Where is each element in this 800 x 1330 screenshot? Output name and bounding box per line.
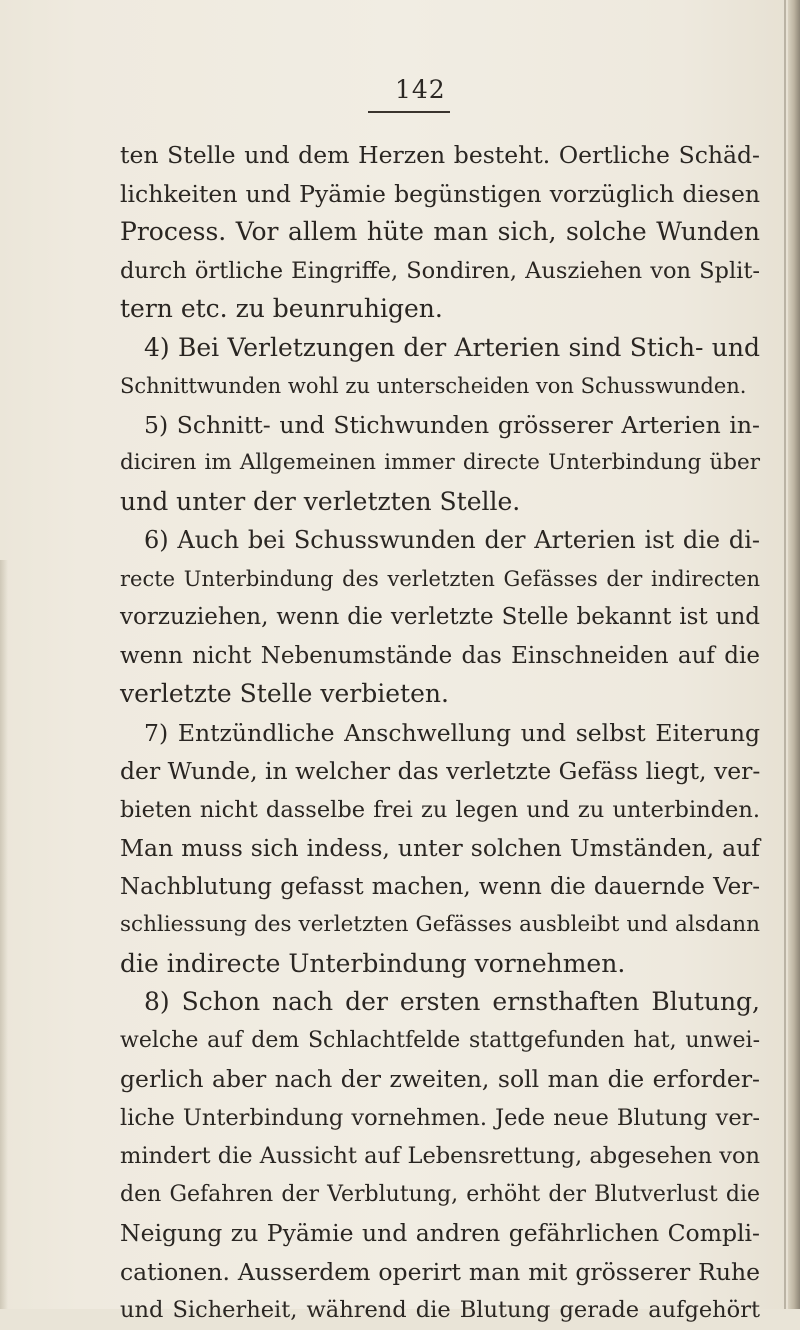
text-line: und unter der verletzten Stelle.	[120, 486, 521, 516]
text-line: Nachblutung gefasst machen, wenn die dauernde Ver-	[120, 873, 760, 900]
text-line: und Sicherheit, während die Blutung gerade aufgehört	[120, 1297, 760, 1323]
text-line: 5) Schnitt- und Stichwunden grösserer Arterien in-	[144, 410, 760, 439]
book-binding-edge	[788, 0, 800, 1309]
text-line: vorzuziehen, wenn die verletzte Stelle bekannt ist und	[120, 604, 760, 630]
text-line: recte Unterbindung des verletzten Gefässes der indirecten	[120, 566, 760, 591]
text-line: lichkeiten und Pyämie begünstigen vorzüglich diesen	[120, 179, 760, 208]
text-line: Schnittwunden wohl zu unterscheiden von Schusswunden.	[120, 374, 747, 398]
text-line: diciren im Allgemeinen immer directe Unterbindung über	[120, 450, 760, 475]
text-line: schliessung des verletzten Gefässes ausbleibt und alsdann	[120, 912, 760, 937]
text-line: verletzte Stelle verbieten.	[120, 679, 449, 708]
text-line: Man muss sich indess, unter solchen Umständen, auf	[120, 834, 760, 862]
text-line: mindert die Aussicht auf Lebensrettung, abgesehen von	[120, 1143, 760, 1169]
text-line: welche auf dem Schlachtfelde stattgefunden hat, unwei-	[120, 1027, 760, 1053]
binding-line	[784, 0, 786, 1309]
text-line: liche Unterbindung vornehmen. Jede neue Blutung ver-	[120, 1104, 760, 1131]
page-number-underline	[368, 111, 450, 113]
text-line: 8) Schon nach der ersten ernsthaften Blutung,	[144, 987, 760, 1016]
text-line: bieten nicht dasselbe frei zu legen und zu unterbinden.	[120, 796, 760, 823]
text-line: die indirecte Unterbindung vornehmen.	[120, 948, 626, 978]
left-page-shadow	[0, 560, 8, 1309]
text-line: Process. Vor allem hüte man sich, solche Wunden	[120, 217, 760, 246]
text-line: der Wunde, in welcher das verletzte Gefäss liegt, ver-	[120, 757, 761, 785]
text-line: wenn nicht Nebenumstände das Einschneiden auf die	[120, 642, 760, 669]
text-line: 6) Auch bei Schusswunden der Arterien ist die di-	[144, 526, 760, 554]
text-line: Neigung zu Pyämie und andren gefährlichen Compli-	[120, 1219, 760, 1247]
text-line: cationen. Ausserdem operirt man mit grösserer Ruhe	[120, 1257, 760, 1286]
text-line: ten Stelle und dem Herzen besteht. Oertliche Schäd-	[120, 141, 760, 169]
body-text	[120, 136, 760, 1330]
text-line: 7) Entzündliche Anschwellung und selbst Eiterung	[144, 718, 760, 747]
text-line: gerlich aber nach der zweiten, soll man die erforder-	[120, 1065, 760, 1093]
text-line: den Gefahren der Verblutung, erhöht der Blutverlust die	[120, 1181, 760, 1207]
text-line: 4) Bei Verletzungen der Arterien sind Stich- und	[144, 332, 760, 362]
text-line: tern etc. zu beunruhigen.	[120, 294, 443, 323]
page-number: 142	[395, 75, 446, 104]
text-line: durch örtliche Eingriffe, Sondiren, Ausziehen von Split-	[120, 257, 760, 284]
